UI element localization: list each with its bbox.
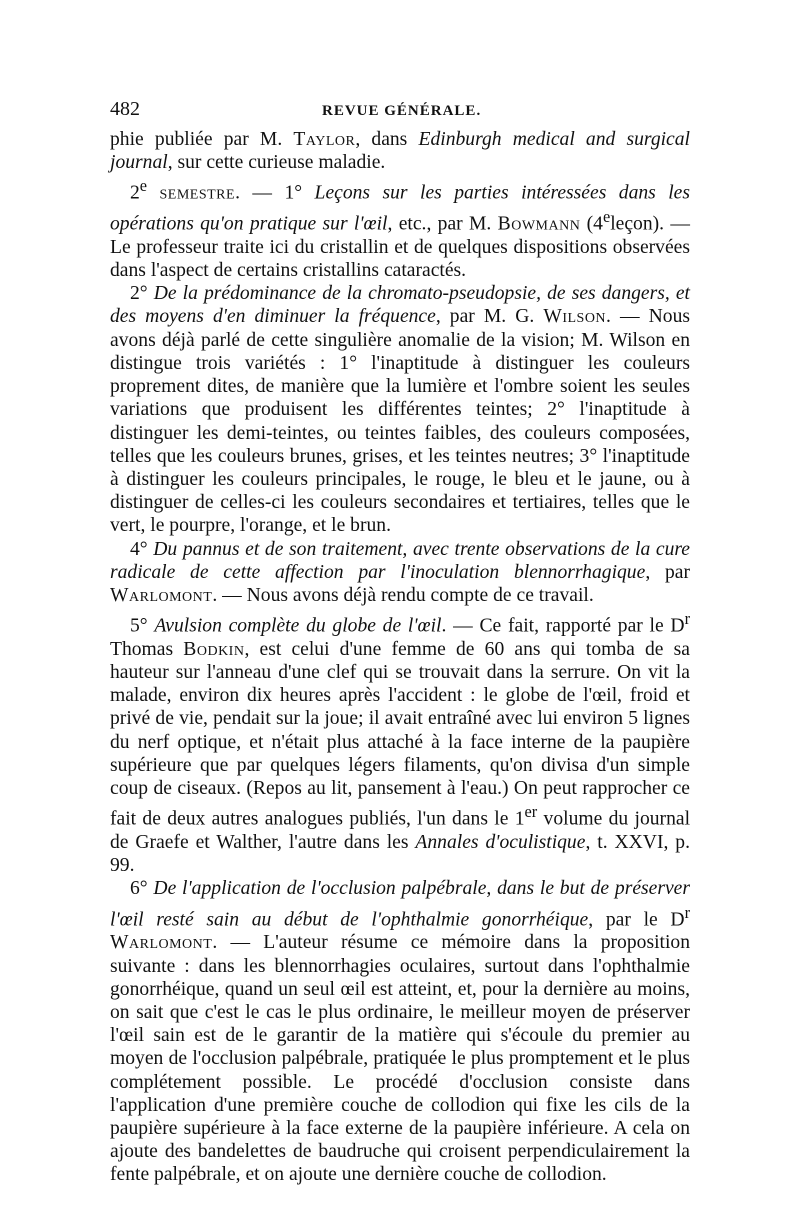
text: . — 1° bbox=[235, 182, 315, 204]
author-name: Warlomont bbox=[110, 584, 213, 606]
paragraph-6 bbox=[110, 877, 690, 1186]
article-title: Du pannus et de son traitement, avec trente observations de la cure radicale de cette affection par l'inoculation blennorrhagique bbox=[110, 538, 690, 583]
book-page bbox=[110, 98, 690, 1187]
journal-title: Annales d'oculistique bbox=[415, 832, 586, 854]
text: , dans bbox=[355, 129, 419, 150]
author-name: Bowmann bbox=[497, 213, 581, 235]
article-title: De l'application de l'occlusion palpébrale, dans le but de préserver l'œil resté sain au début de l'ophthalmie gonorrhéique bbox=[110, 878, 690, 931]
text: (4 bbox=[580, 213, 603, 235]
author-name: Taylor bbox=[293, 129, 356, 150]
text: , etc., par M. bbox=[387, 213, 498, 235]
superscript: r bbox=[684, 609, 690, 629]
author-name: Warlomont bbox=[110, 932, 213, 954]
text: , par le D bbox=[588, 909, 685, 931]
paragraph-2 bbox=[110, 174, 690, 282]
journal-title: Edinburgh medical and surgical journal bbox=[110, 129, 690, 174]
text: 5° bbox=[130, 615, 155, 637]
article-title: De la prédominance de la chromato-pseudopsie, de ses dangers, et des moyens d'en diminuer la fréquence bbox=[110, 283, 691, 328]
paragraph-3 bbox=[110, 282, 690, 537]
text: . — Nous avons déjà rendu compte de ce travail. bbox=[212, 584, 594, 606]
article-title: Avulsion complète du globe de l'œil bbox=[154, 615, 442, 637]
text: , par M. G. bbox=[435, 306, 544, 328]
body-text bbox=[110, 128, 690, 1187]
text: , sur cette curieuse maladie. bbox=[167, 152, 386, 174]
superscript: e bbox=[139, 176, 148, 196]
text: Thomas bbox=[110, 638, 184, 660]
text: . — Ce fait, rapporté par le D bbox=[441, 615, 685, 637]
text: volume du journal de Graefe et Walther, l'autre dans les bbox=[110, 808, 691, 854]
text: 6° bbox=[130, 878, 154, 900]
author-name: Wilson bbox=[543, 306, 607, 328]
text: 4° bbox=[130, 538, 154, 560]
running-head: REVUE GÉNÉRALE. bbox=[322, 103, 482, 119]
text: , par bbox=[645, 561, 690, 583]
paragraph-1 bbox=[110, 128, 690, 174]
text: , est celui d'une femme de 60 ans qui tomba de sa hauteur sur l'anneau d'une clef qui se trouvait dans la serrure. On vit la malade, environ dix heures après l'accident : le globe de l'œil, froid et privé de vie, pendait sur la joue; il avait entraîné avec lui environ 5 lignes du nerf optique, et n'était plus attaché à la face interne de la paupière supérieure que par quelques légers filaments, qu'on divisa d'un simple coup de ciseaux. (Repos au lit, pansement à l'eau.) On peut rapprocher ce fait de deux autres analogues publiés, l'un dans le 1 bbox=[110, 638, 690, 830]
text: 2° bbox=[130, 283, 154, 305]
superscript: er bbox=[524, 802, 538, 822]
article-title: Leçons sur les parties intéressées dans les opérations qu'on pratique sur l'œil bbox=[110, 182, 690, 235]
text: 2 bbox=[130, 182, 140, 204]
paragraph-4 bbox=[110, 538, 690, 608]
text: . — Nous avons déjà parlé de cette singulière anomalie de la vision; M. Wilson en distingue trois variétés : 1° l'inaptitude à distinguer les couleurs proprement dites, de manière que la lumière et l'ombre soient les seules variations que produisent les différentes teintes; 2° l'inaptitude à distinguer les demi-teintes, ou teintes faibles, des couleurs composées, telles que les couleurs brunes, grises, et les teintes neutres; 3° l'inaptitude à distinguer les couleurs principales, le rouge, le bleu et le jaune, ou à distinguer de celles-ci les couleurs secondaires et tertiaires, telles que le vert, le pourpre, l'orange, et le brun. bbox=[110, 306, 691, 537]
text: . — L'auteur résume ce mémoire dans la proposition suivante : dans les blennorrhagies oculaires, surtout dans l'ophthalmie gonorrhéique, quand un seul œil est atteint, et, pour la dernière au moins, on sait que c'est le cas le plus ordinaire, le meilleur moyen de préserver l'œil sain est de le garantir de la matière qui s'écoule du premier au moyen de l'occlusion palpébrale, pratiquée le plus promptement et le plus complétement possible. Le procédé d'occlusion consiste dans l'application d'une première couche de collodion qui fixe les cils de la paupière supérieure à la face externe de la paupière inférieure. A cela on ajoute des bandelettes de baudruche qui croisent perpendiculairement la fente palpébrale, et on ajoute une dernière couche de collodion. bbox=[110, 932, 690, 1186]
superscript: e bbox=[602, 207, 611, 227]
page-number: 482 bbox=[110, 98, 140, 120]
text: , t. XXVI, p. 99. bbox=[110, 832, 690, 877]
text: leçon). — Le professeur traite ici du cristallin et de quelques dispositions observées dans l'aspect de certains cristallins cataractés. bbox=[110, 213, 690, 282]
text: phie publiée par M. bbox=[110, 129, 294, 150]
paragraph-5 bbox=[110, 607, 690, 877]
page-header bbox=[110, 98, 690, 122]
superscript: r bbox=[684, 902, 690, 922]
author-name: Bodkin bbox=[183, 638, 245, 660]
semester-label: semestre bbox=[159, 182, 236, 204]
